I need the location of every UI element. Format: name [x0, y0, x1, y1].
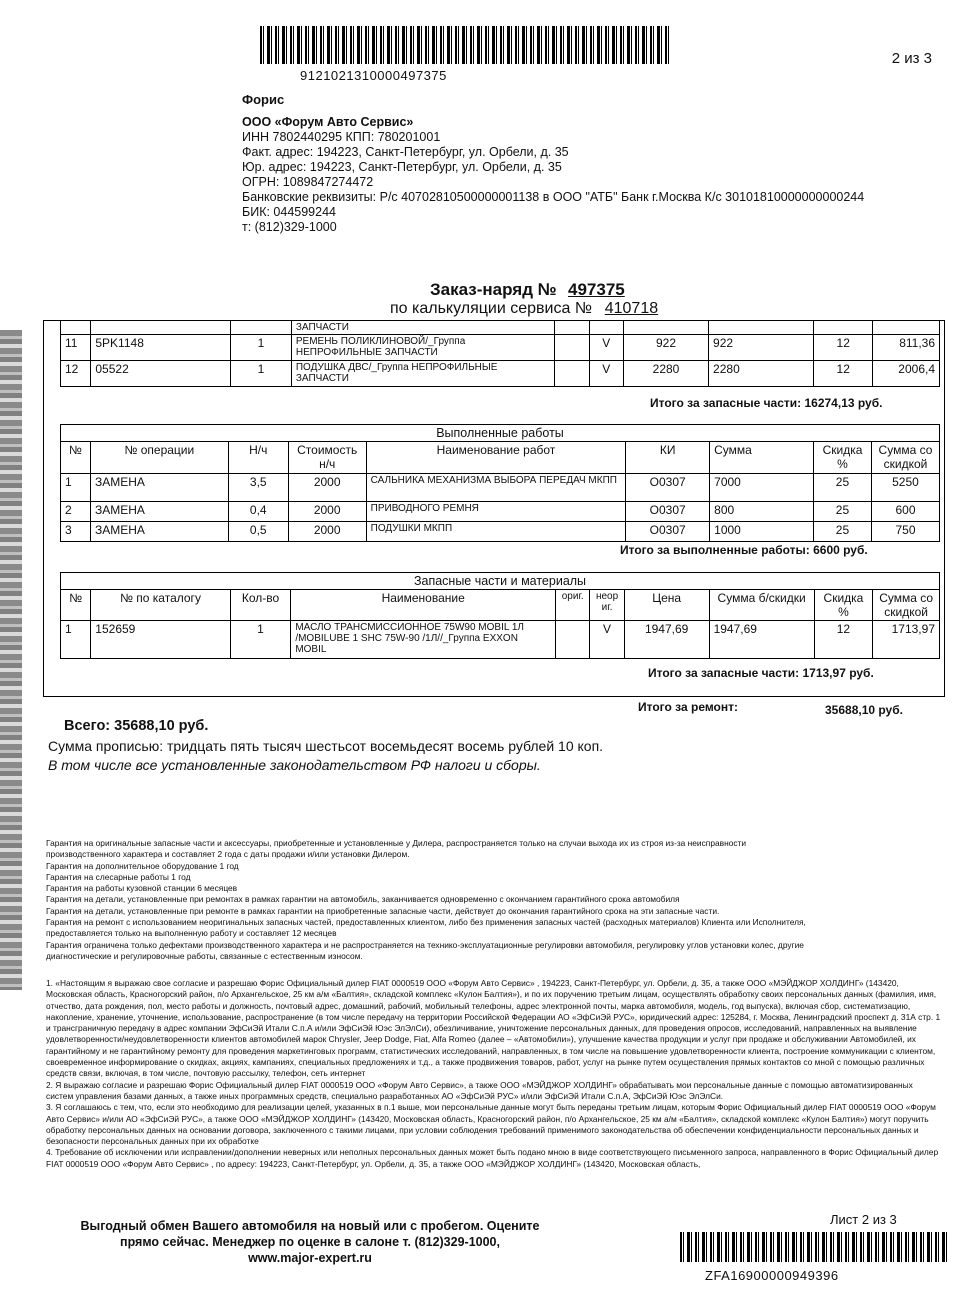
materials-header-row: [61, 590, 940, 621]
cell-catalog: 05522: [91, 361, 231, 387]
table-row: [61, 361, 940, 387]
warranty-line: производственного характера и составляет 2 года с даты продажи и/или установки Дилером.: [46, 849, 410, 860]
cell-orig: [555, 361, 589, 387]
cell-discount: 12: [814, 621, 873, 659]
warranty-line: Гарантия на слесарные работы 1 год: [46, 871, 191, 882]
cell-name: МАСЛО ТРАНСМИССИОННОЕ 75W90 MOBIL 1Л /MOBILUBE 1 SHC 75W-90 /1Л//_Группа EXXON MOBIL: [291, 621, 556, 659]
table-row: [61, 474, 940, 502]
cell-total: 2006,4: [873, 361, 940, 387]
personal-data-consent: [46, 978, 941, 1170]
materials-caption-row: [61, 573, 940, 590]
promo-line: прямо сейчас. Менеджер по оценке в салоне т. (812)329-1000,: [120, 1235, 500, 1249]
cell-orig: [555, 335, 589, 361]
cell-ki: О0307: [626, 502, 710, 522]
col-total: Сумма со скидкой: [871, 442, 939, 474]
brand-name: Форис: [242, 92, 285, 107]
cell-total: 750: [871, 522, 939, 542]
cell-price: 922: [623, 335, 708, 361]
cell-sum: 7000: [710, 474, 814, 502]
cell-qty: [231, 321, 292, 335]
cell-price: 1947,69: [624, 621, 709, 659]
order-title: [430, 280, 631, 300]
col-price: Цена: [624, 590, 709, 621]
parts-continued-table: [60, 320, 940, 387]
materials-total-value: 1713,97 руб.: [802, 666, 874, 680]
cell-ki: О0307: [626, 522, 710, 542]
cell-hours: 3,5: [228, 474, 288, 502]
works-caption-row: [61, 425, 940, 442]
calc-number: 410718: [604, 300, 659, 317]
cell-sum: 1000: [710, 522, 814, 542]
promo-text: [60, 1218, 560, 1266]
consent-paragraph: 1. «Настоящим я выражаю свое согласие и разрешаю Форис Официальный дилер FIAT 0000519 ООО «Форум Авто Сервис» , 194223, Санкт-Петербург, ул. Орбели, д. 35, а также ООО «МЭЙДЖОР ХОЛДИНГ» (143420, Московская область, Красногорский район, п/о Архангельское, 25 км а/м «Балтия», складской комплекс «Кулон Балтия»), и по их поручению третьим лицам, осуществлять обработку своих персональных данных (фамилия, имя, отчество, дата рождения, пол, место работы и должность, почтовый адрес, домашний, рабочий, мобильный телефоны, адрес электронной почты, марка автомобиля, модель, год выпуска), включая сбор, систематизацию, накопление, хранение, уточнение, использование, распространение (в том числе передачу на территории Российской Федерации АО «ЭфСиЭй РУС», юридический адрес: 125284, г. Москва, Ленинградский проспект д. 31А стр. 1 и трансграничную передачу в адрес компании ЭфСиЭй Итали С.п.А и/или ЭфСиЭй Юэс ЭлЭлСи), обезличивание, уничтожение персональных данных, для проведения опросов, исследований, направленных на выявление удовлетворенности/неудовлетворенности клиентов автомобилей марок Chrysler, Jeep Dodge, Fiat, Alfa Romeo (далее – «Автомобили»), улучшение качества продукции и услуг при продаже и обслуживании Автомобилей, их гарантийному и не гарантийному ремонту для проведения маркетинговых программ, статистических исследований, направленных, в том числе на повышение удовлетворенности клиента, построение коммуникации с клиентом, своевременное информирование о скидках, акциях, кампаниях, специальных предложениях и т.д., а также продвижения товаров, работ, услуг на рынке путем осуществления прямых контактов со мной с помощью различных средств связи, включая, в том числе, почтовую рассылку, телефон, сеть интернет: [46, 978, 941, 1079]
cell-name: РЕМЕНЬ ПОЛИКЛИНОВОЙ/_Группа НЕПРОФИЛЬНЫЕ ЗАПЧАСТИ: [291, 335, 554, 361]
col-nonorig: неор иг.: [590, 590, 624, 621]
bank-details: Банковские реквизиты: Р/с 40702810500000001138 в ООО "АТБ" Банк г.Москва К/с 30101810000000000244: [242, 190, 865, 204]
legal-address: Юр. адрес: 194223, Санкт-Петербург, ул. Орбели, д. 35: [242, 160, 562, 174]
cell-orig: [556, 621, 590, 659]
works-total-label: Итого за выполненные работы:: [620, 543, 810, 557]
company-ogrn: ОГРН: 1089847274472: [242, 175, 374, 189]
company-phone: т: (812)329-1000: [242, 220, 337, 234]
cell-total: 5250: [871, 474, 939, 502]
cell-nonorig: V: [589, 361, 623, 387]
parts-total-value: 16274,13 руб.: [804, 396, 883, 410]
col-hours: Н/ч: [228, 442, 288, 474]
table-row: [61, 502, 940, 522]
col-orig: ориг.: [556, 590, 590, 621]
grand-total: Всего: 35688,10 руб.: [64, 718, 209, 734]
cell-sum: [709, 321, 814, 335]
cell-no: [61, 321, 91, 335]
warranty-line: Гарантия на детали, установленные при ремонте в рамках гарантии на приобретенные запасные части, действует до окончания гарантийного срока на эти запасные части.: [46, 905, 720, 916]
company-name: ООО «Форум Авто Сервис»: [242, 115, 414, 129]
bottom-barcode: [680, 1232, 948, 1262]
cell-cost: 2000: [288, 502, 366, 522]
cell-cost: 2000: [288, 522, 366, 542]
table-row: [61, 522, 940, 542]
cell-sum: 800: [710, 502, 814, 522]
cell-discount: 25: [814, 522, 872, 542]
top-barcode-number: 9121021310000497375: [300, 68, 447, 83]
col-operation: № операции: [90, 442, 228, 474]
cell-sum: 2280: [709, 361, 814, 387]
col-work-name: Наименование работ: [366, 442, 626, 474]
table-row: [61, 321, 940, 335]
sum-in-words: Сумма прописью: тридцать пять тысяч шестьсот восемьдесят восемь рублей 10 коп.: [48, 738, 604, 754]
cell-nonorig: V: [590, 621, 624, 659]
cell-work-name: ПОДУШКИ МКПП: [366, 522, 626, 542]
cell-total: [873, 321, 940, 335]
materials-caption: Запасные части и материалы: [61, 573, 940, 590]
cell-cost: 2000: [288, 474, 366, 502]
table-row: [61, 621, 940, 659]
sheet-label: Лист 2 из 3: [830, 1212, 897, 1227]
cell-no: 3: [61, 522, 91, 542]
repair-total-label: Итого за ремонт:: [638, 700, 739, 714]
top-barcode: [260, 26, 670, 64]
cell-catalog: 152659: [91, 621, 230, 659]
col-name: Наименование: [291, 590, 556, 621]
col-catalog: № по каталогу: [91, 590, 230, 621]
consent-paragraph: 2. Я выражаю согласие и разрешаю Форис Официальный дилер FIAT 0000519 ООО «Форум Авто Сервис», а также ООО «МЭЙДЖОР ХОЛДИНГ» обрабатывать мои персональные данные с помощью автоматизированных систем управления базами данных, а также иных программных средств, специально разработанных АО «ЭфСиЭй РУС» и/или ЭфСиЭй Итали С.п.А, ЭфСиЭй Юэс ЭлЭлСи.: [46, 1079, 913, 1101]
cell-hours: 0,4: [228, 502, 288, 522]
cell-total: 1713,97: [873, 621, 940, 659]
cell-no: 1: [61, 474, 91, 502]
cell-name: ПОДУШКА ДВС/_Группа НЕПРОФИЛЬНЫЕ ЗАПЧАСТИ: [291, 361, 554, 387]
cell-discount: [814, 321, 873, 335]
calc-prefix: по калькуляции сервиса №: [390, 300, 592, 317]
cell-orig: [555, 321, 589, 335]
cell-sum: 1947,69: [709, 621, 814, 659]
bank-bik: БИК: 044599244: [242, 205, 336, 219]
cell-discount: 12: [814, 361, 873, 387]
warranty-terms: [46, 838, 926, 962]
warranty-line: Гарантия на дополнительное оборудование 1 год: [46, 860, 239, 871]
bottom-barcode-number: ZFA16900000949396: [705, 1268, 839, 1283]
repair-total-value: 35688,10 руб.: [825, 703, 903, 717]
warranty-line: Гарантия на оригинальные запасные части и аксессуары, приобретенные и установленные у Дилера, распространяется только на случаи выхода их из строя из-за неисправности: [46, 838, 747, 848]
calc-subtitle: [390, 300, 666, 318]
promo-line: Выгодный обмен Вашего автомобиля на новый или с пробегом. Оцените: [80, 1219, 540, 1233]
order-number: 497375: [568, 280, 625, 299]
col-cost: Стоимость н/ч: [288, 442, 366, 474]
cell-operation: ЗАМЕНА: [90, 474, 228, 502]
col-no: №: [61, 590, 91, 621]
col-sum: Сумма б/скидки: [709, 590, 814, 621]
col-ki: КИ: [626, 442, 710, 474]
materials-total-label: Итого за запасные части:: [648, 666, 800, 680]
col-total: Сумма со скидкой: [873, 590, 940, 621]
warranty-line: предоставляется только на выполненную работу и составляет 12 месяцев: [46, 928, 337, 939]
cell-total: 600: [871, 502, 939, 522]
taxes-note: В том числе все установленные законодательством РФ налоги и сборы.: [48, 757, 541, 773]
scan-edge-shadow: [0, 330, 22, 990]
cell-name: ЗАПЧАСТИ: [291, 321, 554, 335]
consent-paragraph: 4. Требование об исключении или исправлении/дополнении неверных или неполных персональных данных может быть подано мною в виде соответствующего письменного запроса, направленного в Форис Официальный дилер FIAT 0000519 ООО «Форум Авто Сервис» , по адресу: 194223, Санкт-Петербург, ул. Орбели, д. 35, а также ООО «МЭЙДЖОР ХОЛДИНГ» (143420, Московская область,: [46, 1147, 939, 1169]
warranty-line: Гарантия на ремонт с использованием неоригинальных запасных частей, предоставленных клиентом, либо без применения запасных частей (расходных материалов) Клиента или Исполнителя,: [46, 917, 806, 928]
company-header: [242, 92, 864, 235]
cell-work-name: САЛЬНИКА МЕХАНИЗМА ВЫБОРА ПЕРЕДАЧ МКПП: [366, 474, 626, 502]
parts-total-label: Итого за запасные части:: [650, 396, 802, 410]
cell-discount: 25: [814, 502, 872, 522]
company-inn: ИНН 7802440295 КПП: 780201001: [242, 130, 441, 144]
col-no: №: [61, 442, 91, 474]
col-discount: Скидка %: [814, 442, 872, 474]
consent-paragraph: 3. Я соглашаюсь с тем, что, если это необходимо для реализации целей, указанных в п.1 выше, мои персональные данные могут быть переданы третьим лицам, которым Форис Официальный дилер FIAT 0000519 ООО «Форум Авто Сервис» и/или АО «ЭфСиЭй РУС», а также ООО «МЭЙДЖОР ХОЛДИНГ» (143420, Московская область, Красногорский район, п/о Архангельское, 25 км а/м «Балтия», складской комплекс «Кулон Балтия») могут поручить обработку персональных данных на основании договора, заключенного с такими лицами, при условии соблюдения требований применимого законодательства об обеспечении конфиденциальности персональных данных и безопасности персональных данных при их обработке: [46, 1102, 936, 1147]
parts-total: [650, 396, 882, 410]
cell-no: 1: [61, 621, 91, 659]
table-row: [61, 335, 940, 361]
page-number: 2 из 3: [891, 50, 932, 67]
works-header-row: [61, 442, 940, 474]
cell-qty: 1: [230, 621, 291, 659]
cell-hours: 0,5: [228, 522, 288, 542]
warranty-line: Гарантия ограничена только дефектами производственного характера и не распространяется на технико-эксплуатационные регулировки автомобиля, регулировку углов установки колес, другие: [46, 939, 804, 950]
works-table: [60, 424, 940, 542]
materials-table: [60, 572, 940, 659]
cell-price: 2280: [623, 361, 708, 387]
cell-no: 2: [61, 502, 91, 522]
cell-total: 811,36: [873, 335, 940, 361]
cell-catalog: [91, 321, 231, 335]
cell-price: [623, 321, 708, 335]
works-total: [620, 543, 868, 557]
col-qty: Кол-во: [230, 590, 291, 621]
cell-discount: 25: [814, 474, 872, 502]
warranty-line: диагностические и регулировочные работы, связанные с естественным износом.: [46, 950, 363, 961]
fact-address: Факт. адрес: 194223, Санкт-Петербург, ул. Орбели, д. 35: [242, 145, 569, 159]
cell-discount: 12: [814, 335, 873, 361]
works-caption: Выполненные работы: [61, 425, 940, 442]
promo-link[interactable]: www.major-expert.ru: [248, 1251, 372, 1265]
cell-nonorig: V: [589, 335, 623, 361]
works-total-value: 6600 руб.: [813, 543, 868, 557]
order-title-prefix: Заказ-наряд №: [430, 280, 557, 299]
warranty-line: Гарантия на детали, установленные при ремонтах в рамках гарантии на автомобиль, заканчивается одновременно с окончанием гарантийного срока автомобиля: [46, 894, 680, 905]
cell-operation: ЗАМЕНА: [90, 522, 228, 542]
col-discount: Скидка %: [814, 590, 873, 621]
cell-operation: ЗАМЕНА: [90, 502, 228, 522]
warranty-line: Гарантия на работы кузовной станции 6 месяцев: [46, 883, 238, 894]
cell-qty: 1: [231, 361, 292, 387]
cell-work-name: ПРИВОДНОГО РЕМНЯ: [366, 502, 626, 522]
cell-ki: О0307: [626, 474, 710, 502]
col-sum: Сумма: [710, 442, 814, 474]
cell-sum: 922: [709, 335, 814, 361]
materials-total: [648, 666, 874, 680]
cell-no: 12: [61, 361, 91, 387]
cell-no: 11: [61, 335, 91, 361]
cell-catalog: 5PK1148: [91, 335, 231, 361]
cell-nonorig: [589, 321, 623, 335]
cell-qty: 1: [231, 335, 292, 361]
